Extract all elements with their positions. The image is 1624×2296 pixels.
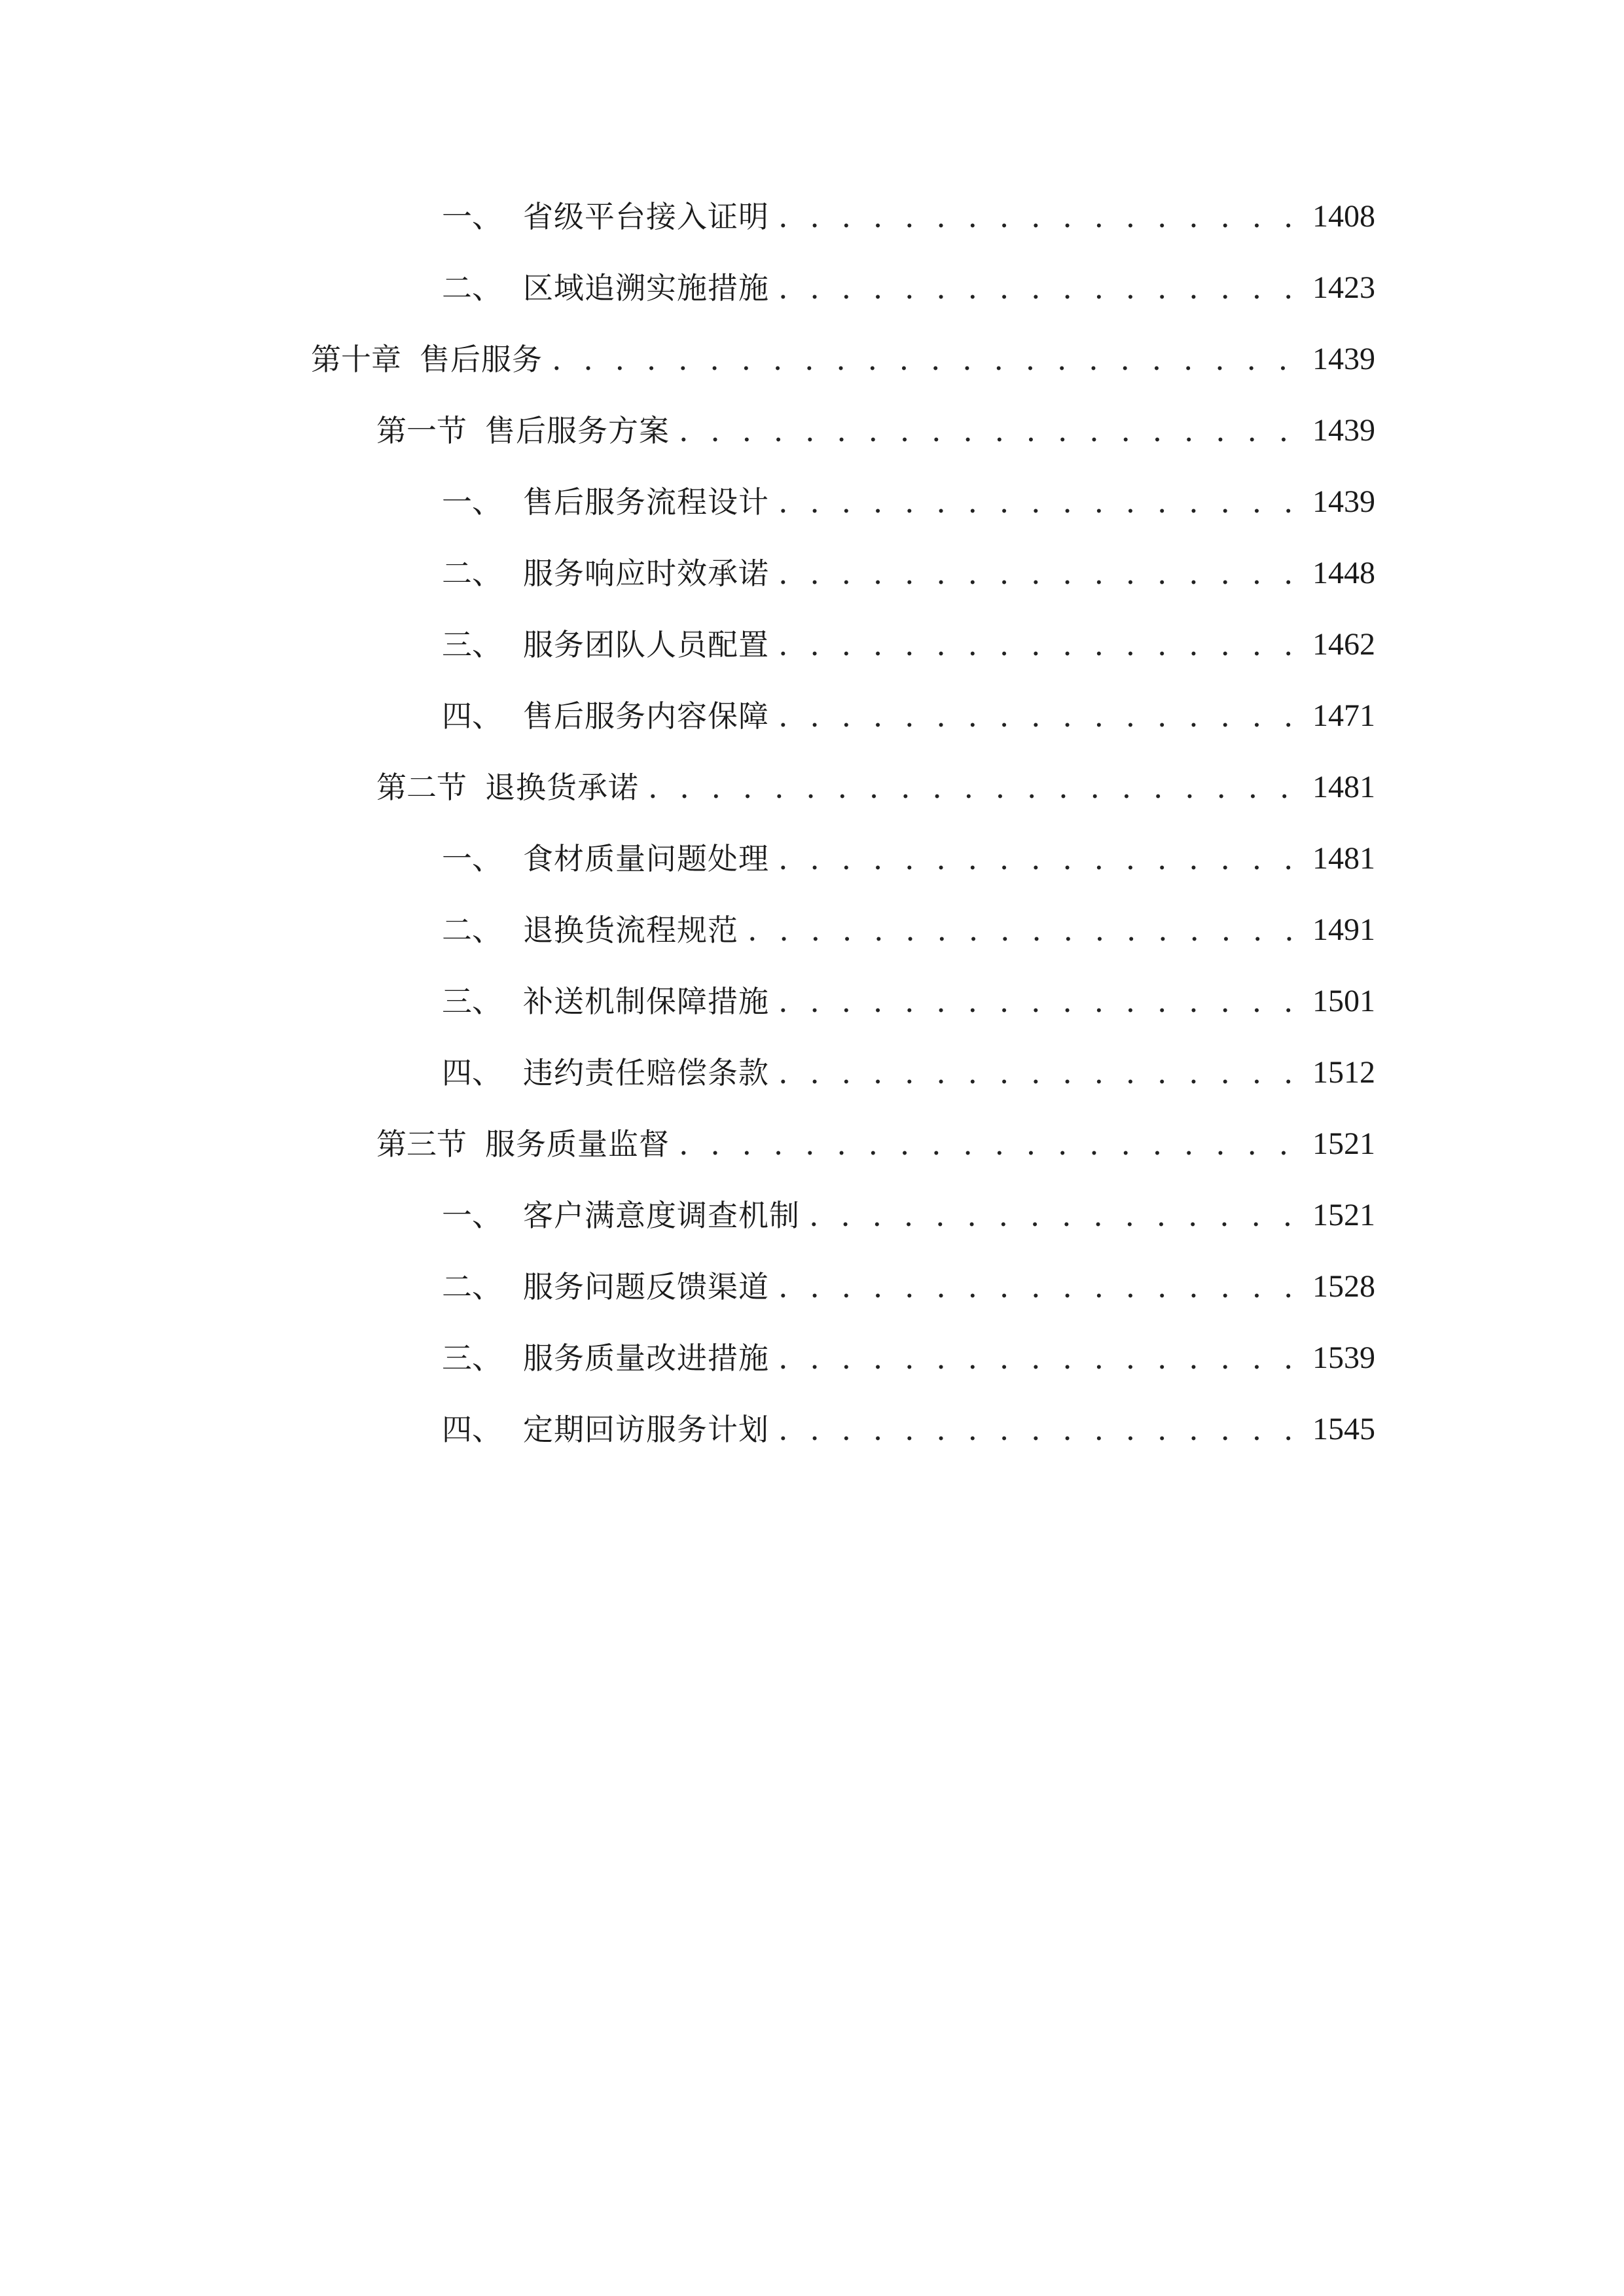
toc-entry-number: 第三节 — [376, 1126, 467, 1162]
toc-entry[interactable] — [442, 836, 1375, 882]
toc-entry-number: 一、 — [442, 841, 502, 876]
dot-leader — [778, 265, 1303, 311]
toc-entry-title: 服务质量监督 — [485, 1126, 670, 1162]
toc-entry-number: 第十章 — [311, 342, 401, 377]
toc-entry[interactable] — [442, 1407, 1375, 1452]
toc-entry-page: 1439 — [1312, 413, 1375, 448]
dot-leader — [778, 836, 1303, 882]
toc-entry-page: 1462 — [1312, 627, 1375, 662]
toc-entry-title: 省级平台接入证明 — [523, 199, 769, 234]
toc-entry-page: 1439 — [1312, 484, 1375, 519]
toc-entry-number: 二、 — [442, 912, 502, 948]
toc-entry-page: 1545 — [1312, 1412, 1375, 1446]
dot-leader — [809, 1193, 1303, 1238]
toc-entry-page: 1501 — [1312, 984, 1375, 1018]
toc-entry[interactable] — [442, 479, 1375, 525]
toc-entry-title: 售后服务流程设计 — [523, 484, 769, 520]
toc-entry-title: 违约责任赔偿条款 — [523, 1055, 769, 1090]
toc-entry-page: 1528 — [1312, 1269, 1375, 1304]
toc-entry-number: 二、 — [442, 556, 502, 591]
toc-entry-title: 区域追溯实施措施 — [523, 270, 769, 306]
toc-entry-number: 四、 — [442, 698, 502, 734]
toc-entry-title: 售后服务方案 — [485, 413, 670, 448]
toc-entry-title: 退换货流程规范 — [523, 912, 738, 948]
toc-entry-number: 三、 — [442, 627, 502, 662]
toc-entry-page: 1539 — [1312, 1340, 1375, 1375]
toc-entry-page: 1512 — [1312, 1055, 1375, 1090]
dot-leader — [778, 1335, 1303, 1381]
toc-entry-title: 服务问题反馈渠道 — [523, 1269, 769, 1304]
toc-entry-page: 1481 — [1312, 841, 1375, 876]
toc-entry[interactable] — [442, 1193, 1375, 1238]
toc-entry-title: 补送机制保障措施 — [523, 984, 769, 1019]
dot-leader — [778, 622, 1303, 668]
toc-entry[interactable] — [442, 1264, 1375, 1310]
toc-entry-page: 1448 — [1312, 556, 1375, 590]
toc-entry[interactable] — [442, 550, 1375, 596]
toc-entry-title: 退换货承诺 — [485, 770, 639, 805]
dot-leader — [778, 1407, 1303, 1452]
toc-entry-number: 二、 — [442, 1269, 502, 1304]
toc-entry-number: 第一节 — [376, 413, 467, 448]
toc-entry-title: 食材质量问题处理 — [523, 841, 769, 876]
toc-entry-number: 三、 — [442, 1340, 502, 1376]
toc-entry-page: 1423 — [1312, 270, 1375, 305]
toc-entry-page: 1491 — [1312, 912, 1375, 947]
dot-leader — [778, 978, 1303, 1024]
toc-entry-number: 三、 — [442, 984, 502, 1019]
toc-entry[interactable] — [442, 907, 1375, 953]
toc-entry-title: 服务响应时效承诺 — [523, 556, 769, 591]
toc-entry[interactable] — [376, 408, 1375, 454]
dot-leader — [552, 336, 1303, 382]
toc-entry[interactable] — [442, 693, 1375, 739]
toc-entry-number: 第二节 — [376, 770, 467, 805]
toc-entry-page: 1481 — [1312, 770, 1375, 804]
toc-entry[interactable] — [376, 1121, 1375, 1167]
toc-entry[interactable] — [442, 622, 1375, 668]
toc-entry-number: 四、 — [442, 1412, 502, 1447]
toc-entry-page: 1521 — [1312, 1126, 1375, 1161]
dot-leader — [778, 693, 1303, 739]
dot-leader — [778, 479, 1303, 525]
dot-leader — [679, 408, 1303, 454]
dot-leader — [778, 1050, 1303, 1096]
toc-entry-number: 一、 — [442, 484, 502, 520]
dot-leader — [778, 1264, 1303, 1310]
toc-entry-title: 客户满意度调查机制 — [523, 1198, 800, 1233]
dot-leader — [778, 194, 1303, 240]
dot-leader — [679, 1121, 1303, 1167]
toc-entry-number: 一、 — [442, 1198, 502, 1233]
dot-leader — [778, 550, 1303, 596]
toc-entry-page: 1408 — [1312, 199, 1375, 234]
toc-entry[interactable] — [442, 978, 1375, 1024]
toc-entry-title: 售后服务内容保障 — [523, 698, 769, 734]
toc-entry-number: 二、 — [442, 270, 502, 306]
toc-entry[interactable] — [376, 764, 1375, 810]
toc-entry[interactable] — [442, 265, 1375, 311]
toc-entry[interactable] — [311, 336, 1375, 382]
toc-entry-page: 1521 — [1312, 1198, 1375, 1232]
toc-entry-title: 定期回访服务计划 — [523, 1412, 769, 1447]
toc-entry[interactable] — [442, 194, 1375, 240]
toc-entry-title: 服务质量改进措施 — [523, 1340, 769, 1376]
dot-leader — [648, 764, 1303, 810]
toc-entry-number: 一、 — [442, 199, 502, 234]
toc-entry[interactable] — [442, 1335, 1375, 1381]
toc-entry[interactable] — [442, 1050, 1375, 1096]
toc-entry-title: 服务团队人员配置 — [523, 627, 769, 662]
dot-leader — [748, 907, 1303, 953]
toc-entry-page: 1439 — [1312, 342, 1375, 376]
toc-entry-title: 售后服务 — [420, 342, 543, 377]
toc-entry-page: 1471 — [1312, 698, 1375, 733]
toc-entry-number: 四、 — [442, 1055, 502, 1090]
